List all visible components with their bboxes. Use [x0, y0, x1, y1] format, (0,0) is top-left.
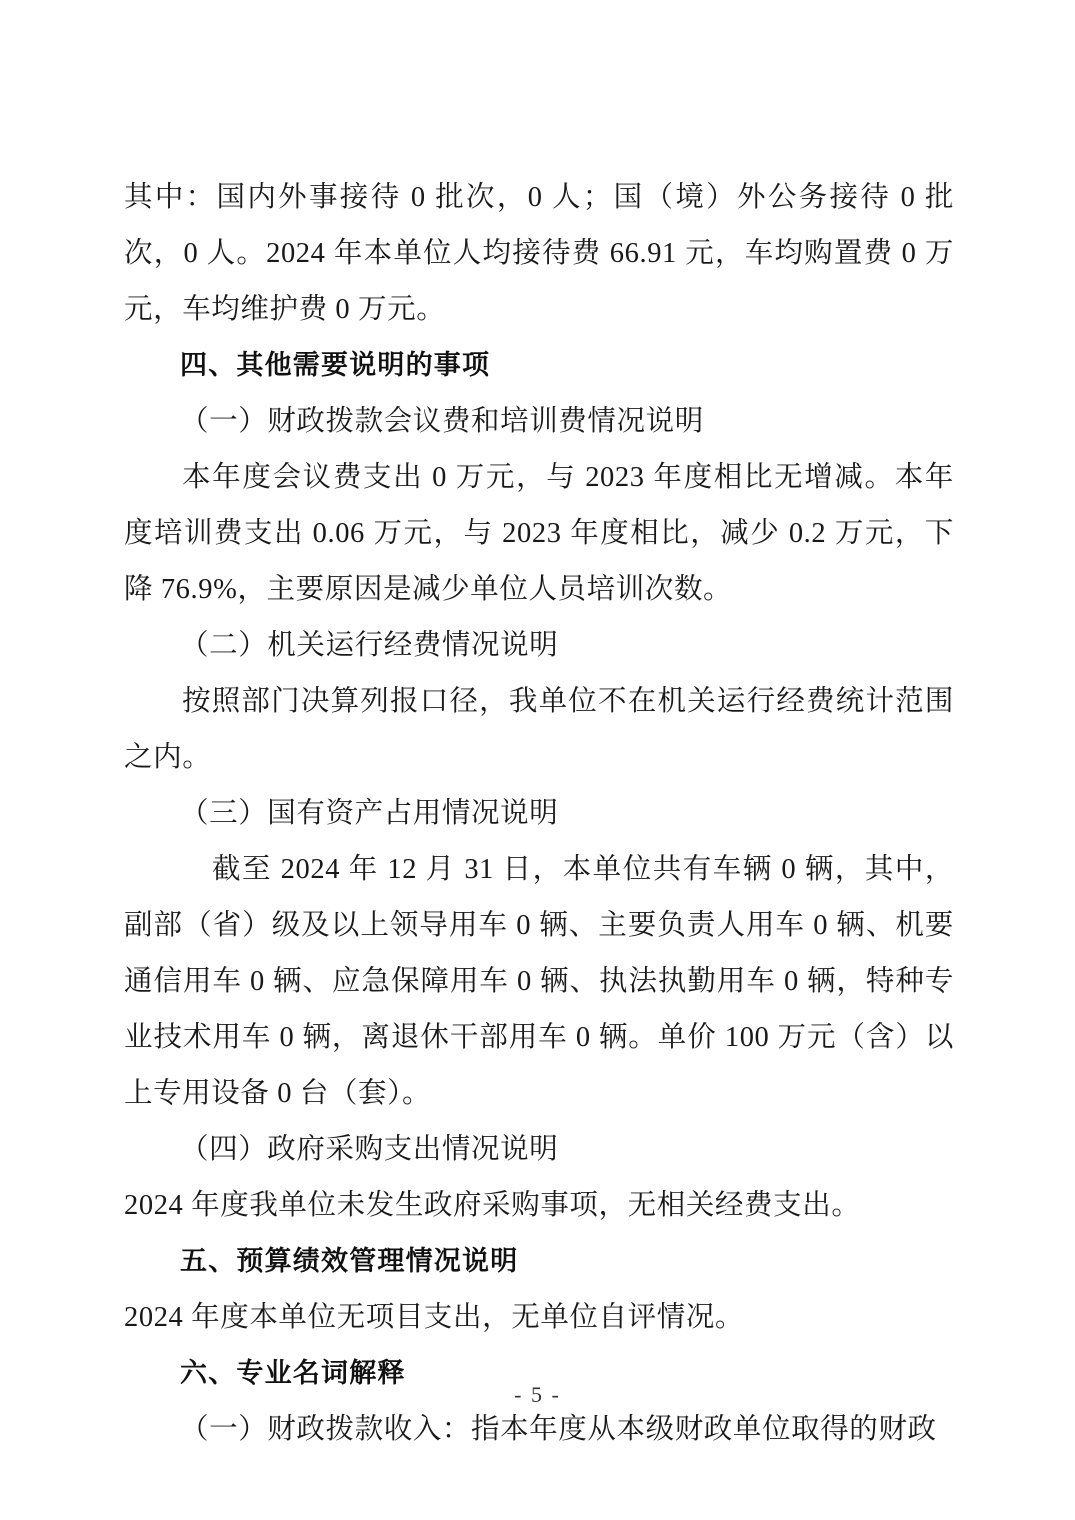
- paragraph-government-procurement: 2024 年度我单位未发生政府采购事项，无相关经费支出。: [124, 1190, 861, 1221]
- subheading-state-assets: （三）国有资产占用情况说明: [180, 798, 559, 829]
- paragraph-agency-operating-expense: 按照部门决算列报口径，我单位不在机关运行经费统计范围之内。: [124, 686, 954, 773]
- subheading-agency-operating-expense: （二）机关运行经费情况说明: [180, 630, 559, 661]
- heading-section-six: 六、专业名词解释: [180, 1358, 406, 1389]
- document-body: [124, 170, 954, 1458]
- paragraph-meeting-training-expense: 本年度会议费支出 0 万元，与 2023 年度相比无增减。本年度培训费支出 0.06 万元，与 2023 年度相比，减少 0.2 万元，下降 76.9%，主要原因是减少单位人员培训次数。: [124, 462, 954, 605]
- paragraph-reception-details: 其中：国内外事接待 0 批次，0 人；国（境）外公务接待 0 批次，0 人。2024 年本单位人均接待费 66.91 元，车均购置费 0 万元，车均维护费 0 万元。: [124, 182, 954, 325]
- page-number: - 5 -: [514, 1382, 561, 1407]
- paragraph-performance-management: 2024 年度本单位无项目支出，无单位自评情况。: [124, 1302, 745, 1333]
- heading-section-five: 五、预算绩效管理情况说明: [180, 1246, 519, 1277]
- subheading-government-procurement: （四）政府采购支出情况说明: [180, 1134, 559, 1165]
- heading-section-four: 四、其他需要说明的事项: [180, 350, 491, 381]
- subheading-meeting-training-expense: （一）财政拨款会议费和培训费情况说明: [180, 406, 704, 437]
- paragraph-state-assets: 截至 2024 年 12 月 31 日，本单位共有车辆 0 辆，其中，副部（省）级及以上领导用车 0 辆、主要负责人用车 0 辆、机要通信用车 0 辆、应急保障用车 0 辆、执法执勤用车 0 辆，特种专业技术用车 0 辆，离退休干部用车 0 辆。单价 100 万元（含）以上专用设备 0 台（套）。: [124, 854, 954, 1109]
- paragraph-terminology-first: （一）财政拨款收入：指本年度从本级财政单位取得的财政: [180, 1414, 937, 1445]
